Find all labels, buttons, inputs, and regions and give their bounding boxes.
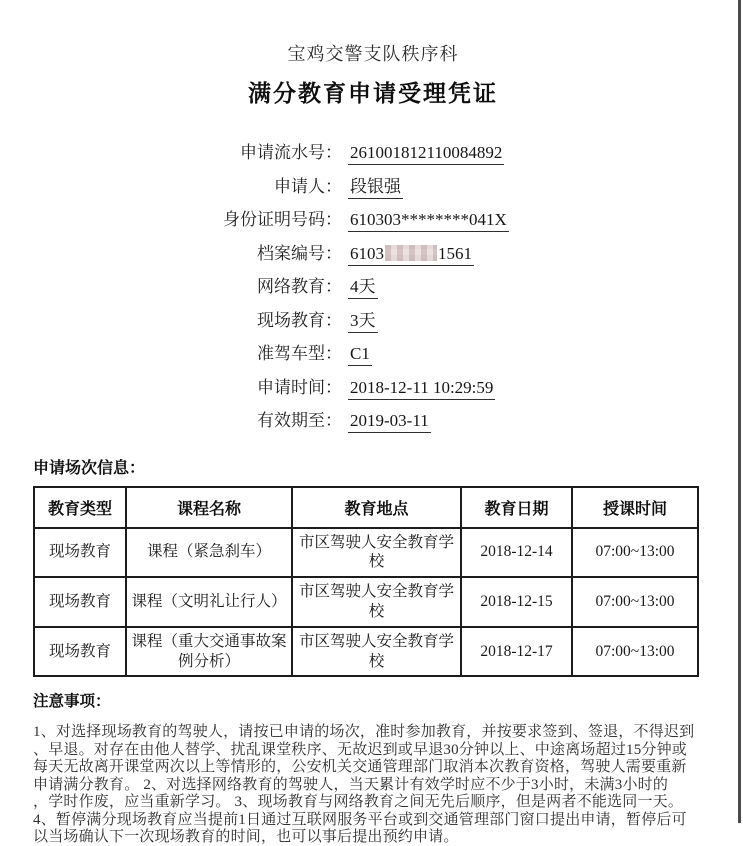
- cell-education-type: 现场教育: [34, 528, 126, 578]
- column-header-education-type: 教育类型: [34, 487, 126, 528]
- field-row-id-number: [33, 205, 713, 239]
- cell-date: 2018-12-14: [461, 528, 572, 578]
- field-row-online-education: [33, 272, 713, 306]
- notes-line: ，学时作废，应当重新学习。 3、现场教育与网络教育之间无先后顺序，但是两者不能选同一天。: [33, 794, 684, 811]
- redaction-mosaic: [385, 245, 437, 261]
- org-name: 宝鸡交警支队秩序科: [287, 44, 459, 64]
- field-value-license-class: C1: [348, 344, 372, 366]
- cell-education-type: 现场教育: [34, 577, 126, 627]
- field-row-apply-time: [33, 373, 713, 407]
- field-value-serial-number: 261001812110084892: [348, 143, 504, 165]
- cell-location: 市区驾驶人安全教育学校: [292, 528, 461, 578]
- field-label: 现场教育：: [257, 310, 342, 330]
- field-value-id-number: 610303********041X: [348, 210, 509, 232]
- field-row-valid-until: [33, 406, 713, 440]
- application-fields: [33, 138, 713, 440]
- cell-location: 市区驾驶人安全教育学校: [292, 577, 461, 627]
- field-value-onsite-education: 3天: [348, 306, 378, 333]
- cell-course-name: 课程（重大交通事故案例分析）: [126, 627, 292, 677]
- notes-line: 每天无故离开课堂两次以上等情形的，公安机关交通管理部门取消本次教育资格，驾驶人需要重新: [33, 759, 687, 776]
- field-label: 网络教育：: [257, 277, 342, 296]
- field-row-applicant: [33, 172, 713, 206]
- column-header-course-name: 课程名称: [126, 487, 292, 528]
- notes-line: 以当场确认下一次现场教育的时间，也可以事后提出预约申请。: [33, 828, 459, 845]
- field-row-archive-number: [33, 239, 713, 273]
- cell-education-type: 现场教育: [34, 627, 126, 677]
- schedule-table: [33, 486, 699, 678]
- column-header-time: 授课时间: [572, 487, 698, 528]
- field-label: 身份证明号码：: [223, 210, 342, 229]
- cell-date: 2018-12-17: [461, 627, 572, 677]
- field-row-serial-number: [33, 138, 713, 172]
- column-header-location: 教育地点: [292, 487, 461, 528]
- cell-date: 2018-12-15: [461, 577, 572, 627]
- field-value-valid-until: 2019-03-11: [348, 411, 431, 433]
- field-label: 申请人：: [274, 176, 342, 196]
- field-row-license-class: [33, 339, 713, 373]
- field-label: 申请时间：: [257, 377, 342, 397]
- notes-line: 申请满分教育。 2、对选择网络教育的驾驶人，当天累计有效学时应不少于3小时，未满3小时的: [33, 776, 669, 793]
- page-right-border: [738, 0, 741, 823]
- field-label: 申请流水号：: [240, 143, 342, 162]
- table-row: [34, 528, 698, 578]
- page-title: 满分教育申请受理凭证: [248, 81, 498, 106]
- field-label: 档案编号：: [257, 243, 342, 263]
- cell-course-name: 课程（文明礼让行人）: [126, 577, 292, 627]
- field-value-online-education: 4天: [348, 272, 378, 299]
- notes-line: 、早退。对存在由他人替学、扰乱课堂秩序、无故迟到或早退30分钟以上、中途离场超过15分钟或: [33, 741, 688, 758]
- notes-section: [33, 724, 713, 846]
- field-row-onsite-education: [33, 306, 713, 340]
- notes-line: 1、对选择现场教育的驾驶人，请按已申请的场次，准时参加教育，并按要求签到、签退，不得迟到: [33, 724, 695, 741]
- field-label: 准驾车型：: [257, 344, 342, 363]
- table-row: [34, 627, 698, 677]
- table-header-row: [34, 487, 698, 528]
- cell-location: 市区驾驶人安全教育学校: [292, 627, 461, 677]
- archive-number-suffix: 1561: [438, 243, 472, 263]
- cell-time: 07:00~13:00: [572, 577, 698, 627]
- notes-heading: 注意事项：: [33, 693, 111, 711]
- field-value-apply-time: 2018-12-11 10:29:59: [348, 378, 495, 400]
- notes-line: 4、暂停满分现场教育应当提前1日通过互联网服务平台或到交通管理部门窗口提出申请，暂停后可: [33, 811, 687, 828]
- field-value-applicant: 段银强: [348, 172, 403, 199]
- column-header-date: 教育日期: [461, 487, 572, 528]
- cell-time: 07:00~13:00: [572, 627, 698, 677]
- cell-course-name: 课程（紧急刹车）: [126, 528, 292, 578]
- schedule-heading: 申请场次信息：: [33, 459, 146, 477]
- field-label: 有效期至：: [257, 411, 342, 430]
- table-row: [34, 577, 698, 627]
- archive-number-prefix: 6103: [350, 243, 384, 263]
- field-value-archive-number: [348, 244, 474, 266]
- cell-time: 07:00~13:00: [572, 528, 698, 578]
